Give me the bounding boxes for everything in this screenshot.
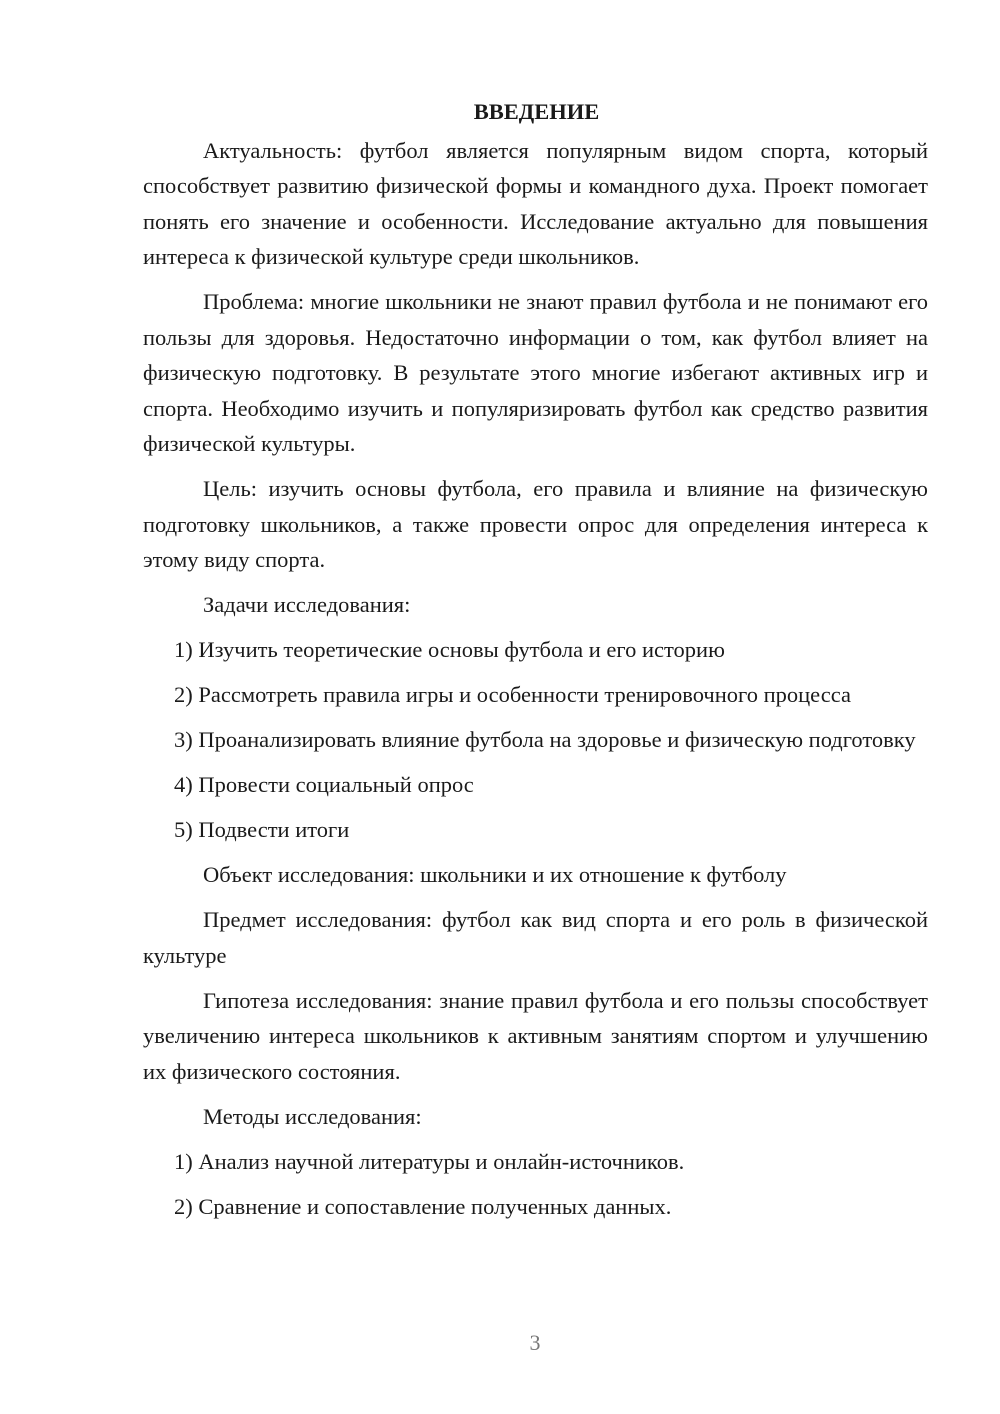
tasks-heading: Задачи исследования: bbox=[203, 592, 411, 617]
page-number: 3 bbox=[529, 1330, 541, 1355]
paragraph-subject: Предмет исследования: футбол как вид спорта и его роль в физической культуре bbox=[143, 907, 928, 968]
method-item-1: 1) Анализ научной литературы и онлайн-источников. bbox=[174, 1148, 685, 1174]
paragraph-hypothesis: Гипотеза исследования: знание правил футбола и его пользы способствует увеличению интереса школьников к активным занятиям спортом и улучшению их физического состояния. bbox=[143, 987, 928, 1084]
paragraph-object: Объект исследования: школьники и их отношение к футболу bbox=[203, 862, 787, 887]
method-item-2: 2) Сравнение и сопоставление полученных данных. bbox=[174, 1193, 672, 1219]
paragraph-goal: Цель: изучить основы футбола, его правила и влияние на физическую подготовку школьников, а также провести опрос для определения интереса к этому виду спорта. bbox=[143, 476, 928, 572]
task-item-3: 3) Проанализировать влияние футбола на здоровье и физическую подготовку bbox=[174, 727, 916, 752]
task-item-1: 1) Изучить теоретические основы футбола и его историю bbox=[174, 637, 725, 662]
page-content bbox=[143, 94, 928, 1234]
paragraph-problem: Проблема: многие школьники не знают правил футбола и не понимают его пользы для здоровья. Недостаточно информации о том, как футбол влияет на физическую подготовку. В результате этого многие избегают активных игр и спорта. Необходимо изучить и популяризировать футбол как средство развития физической культуры. bbox=[143, 289, 928, 456]
task-item-4: 4) Провести социальный опрос bbox=[174, 772, 474, 797]
task-item-2: 2) Рассмотреть правила игры и особенности тренировочного процесса bbox=[174, 682, 851, 707]
paragraph-relevance: Актуальность: футбол является популярным видом спорта, который способствует развитию физической формы и командного духа. Проект помогает понять его значение и особенности. Исследование актуально для повышения интереса к физической культуре среди школьников. bbox=[143, 137, 928, 269]
task-item-5: 5) Подвести итоги bbox=[174, 817, 350, 842]
section-title: ВВЕДЕНИЕ bbox=[473, 99, 600, 124]
methods-heading: Методы исследования: bbox=[203, 1103, 422, 1129]
